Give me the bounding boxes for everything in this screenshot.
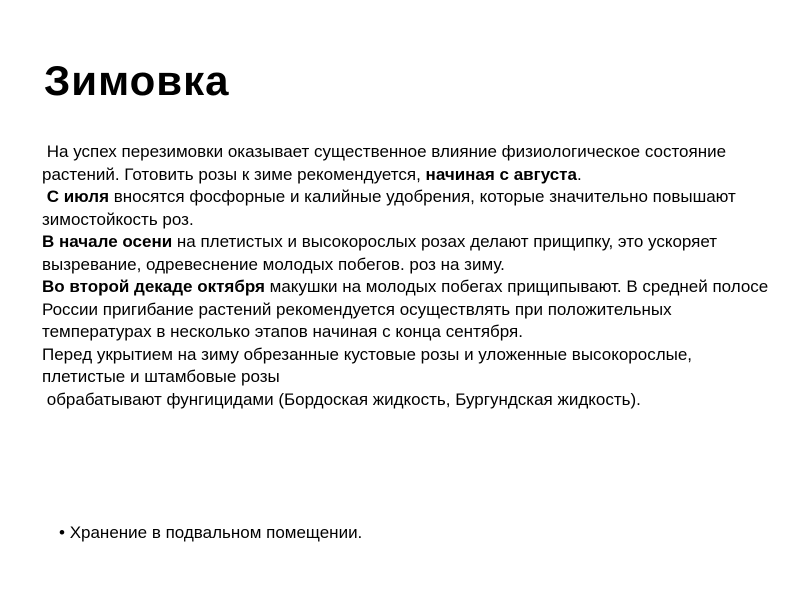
paragraph-text: На успех перезимовки оказывает существенное влияние физиологическое состояние растений. Готовить розы к зиме рекомендуется, — [42, 142, 727, 184]
bullet-item-storage — [59, 522, 362, 544]
highlight-july: С июля — [46, 187, 109, 206]
paragraph-fungicides: обрабатывают фунгицидами (Бордоская жидкость, Бургундская жидкость). — [42, 389, 641, 409]
highlight-early-autumn: В начале осени — [42, 232, 173, 251]
paragraph-autumn — [42, 231, 772, 276]
bullet-text: Хранение в подвальном помещении. — [69, 523, 363, 542]
body-text — [42, 141, 772, 411]
slide-title: Зимовка — [44, 57, 230, 104]
paragraph-text: вносятся фосфорные и калийные удобрения, которые значительно повышают зимостойкость роз. — [42, 187, 736, 229]
bullet-marker: • — [59, 523, 65, 542]
paragraph-july — [42, 186, 772, 231]
paragraph-text: на плетистых и высокорослых розах делают прищипку, это ускоряет вызревание, одревеснение молодых побегов. роз на зиму. — [42, 232, 718, 274]
paragraph-preparation — [42, 141, 772, 186]
highlight-start-august: начиная с августа — [425, 164, 577, 184]
highlight-october: Во второй декаде октября — [42, 277, 265, 296]
paragraph-october — [42, 276, 772, 344]
paragraph-covering: Перед укрытием на зиму обрезанные кустовые розы и уложенные высокорослые, плетистые и штамбовые розы — [42, 344, 693, 386]
paragraph-text: макушки на молодых побегах прищипывают. В средней полосе России пригибание растений рекомендуется осуществлять при положительных температурах в несколько этапов начиная с конца сентября. — [42, 277, 769, 341]
paragraph-tail: . — [576, 164, 582, 184]
